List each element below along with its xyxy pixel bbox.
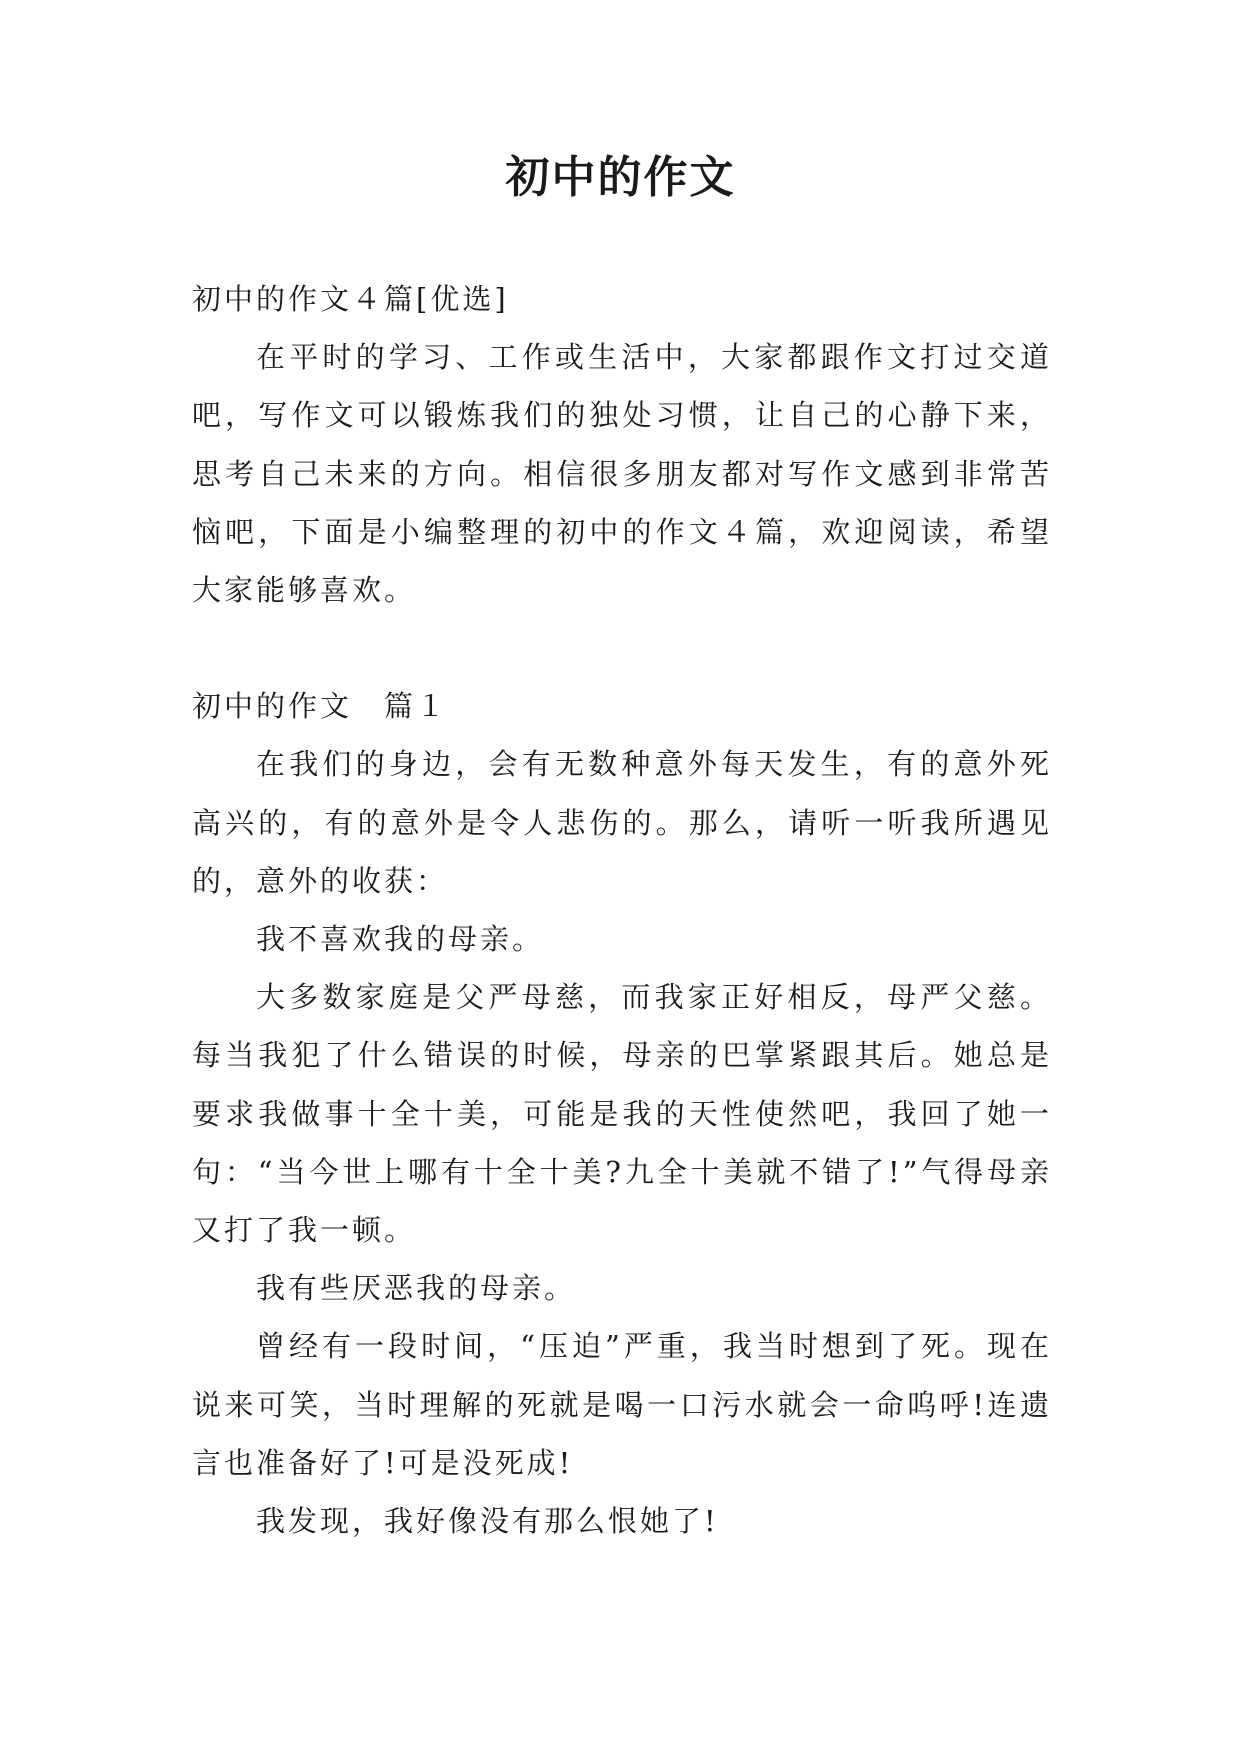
section-1-paragraph: 曾经有一段时间，“压迫”严重，我当时想到了死。现在说来可笑，当时理解的死就是喝一口污水就会一命呜呼!连遗言也准备好了!可是没死成!: [192, 1329, 1052, 1480]
section-1-paragraph: 我发现，我好像没有那么恨她了!: [256, 1504, 719, 1539]
section-1-paragraph: 我不喜欢我的母亲。: [256, 922, 545, 957]
section-1-paragraph: 我有些厌恶我的母亲。: [256, 1271, 577, 1306]
section-spacer: [192, 619, 1052, 677]
intro-heading: 初中的作文４篇[优选]: [192, 282, 509, 316]
section-1-heading: 初中的作文 篇１: [192, 689, 449, 724]
section-1-paragraph: 在我们的身边，会有无数种意外每天发生，有的意外死高兴的，有的意外是令人悲伤的。那么，请听一听我所遇见的，意外的收获：: [192, 747, 1052, 898]
document-title: 初中的作文: [505, 152, 736, 203]
document-body: [192, 270, 1052, 1550]
section-1-paragraph: 大多数家庭是父严母慈，而我家正好相反，母严父慈。每当我犯了什么错误的时候，母亲的巴掌紧跟其后。她总是要求我做事十全十美，可能是我的天性使然吧，我回了她一句：“当今世上哪有十全十美?九全十美就不错了!”气得母亲又打了我一顿。: [192, 980, 1052, 1248]
intro-paragraph: 在平时的学习、工作或生活中，大家都跟作文打过交道吧，写作文可以锻炼我们的独处习惯，让自己的心静下来，思考自己未来的方向。相信很多朋友都对写作文感到非常苦恼吧，下面是小编整理的初中的作文４篇，欢迎阅读，希望大家能够喜欢。: [192, 340, 1052, 608]
